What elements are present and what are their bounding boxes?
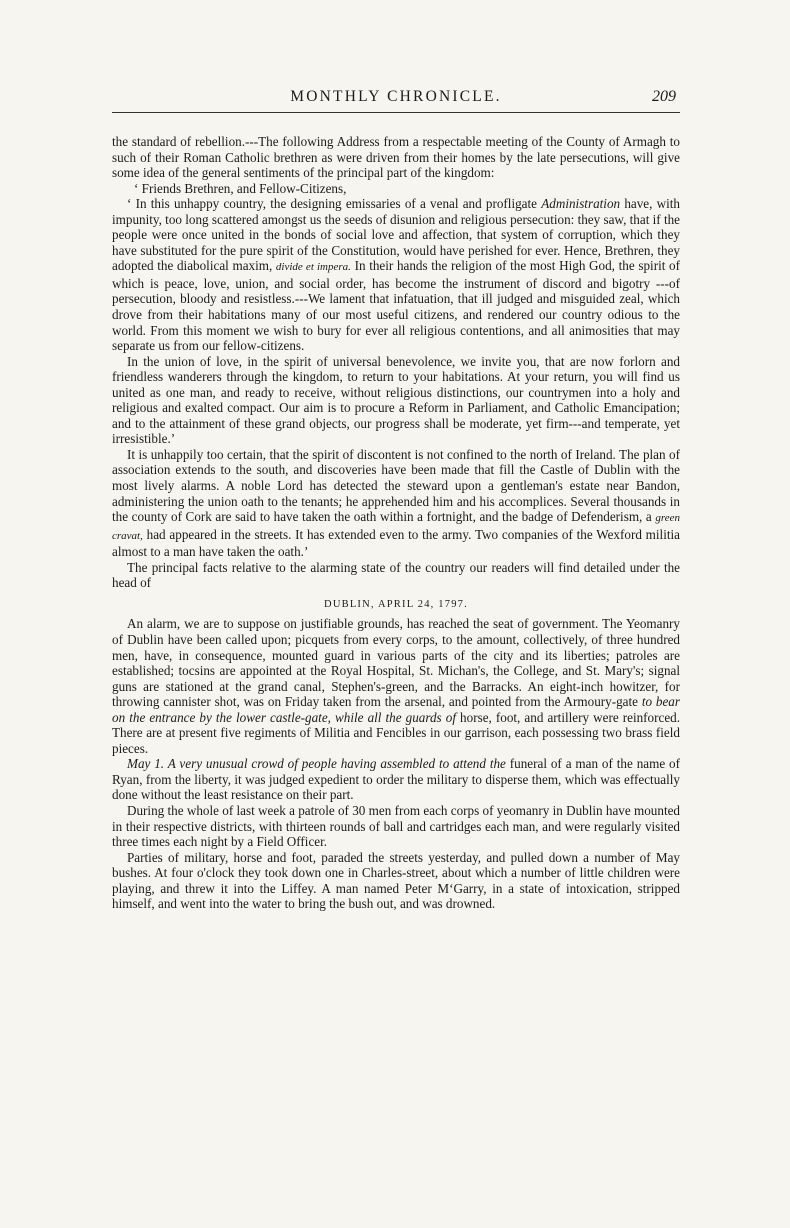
green-cravat-italic: green cravat,: [112, 512, 680, 542]
paragraph-7-start: An alarm, we are to suppose on justifiable grounds, has reached the seat of government. The Yeomanry of Dublin have been called upon; picquets from every corps, to the amount, collectively, of three hundred men, have, in consequence, mounted guard in various parts of the city and its liberties; patroles are established; tocsins are appointed at the Royal Hospital, St. Michan's, the College, and St. Mary's; signal guns are stationed at the grand canal, Stephen's-green, and the Barracks. An eight-inch howitzer, for throwing cannister shot, was on Friday taken from the arsenal, and pointed from the Armoury-gate: [112, 616, 680, 710]
paragraph-5-end: had appeared in the streets. It has extended even to the army. Two companies of the Wexford militia almost to a man have taken the oath.’: [112, 526, 680, 560]
paragraph-7-italic: to bear on the entrance by the lower castle-gate, while all the guards of: [112, 694, 680, 725]
paragraph-3-middle: have, with impunity, too long scattered amongst us the seeds of disunion and religious persecution: they saw, that if the people were once united in the bonds of social love and affection, that system of corruption, which they have substituted for the pure spirit of the Constitution, would have perished for ever. Hence, Brethren, they adopted the diabolical maxim,: [112, 196, 680, 274]
paragraph-7: [112, 616, 680, 756]
latin-maxim: divide et impera.: [275, 261, 351, 274]
paragraph-8-end: funeral of a man of the name of Ryan, from the liberty, it was judged expedient to order the military to disperse them, which was effectually done without the least resistance on their part.: [112, 756, 680, 803]
paragraph-5-start: It is unhappily too certain, that the spirit of discontent is not confined to the north of Ireland. The plan of association extends to the south, and discoveries have been made that fill the Castle of Dublin with the most lively alarms. A noble Lord has detected the steward upon a gentleman's estate near Bandon, administering the union oath to the tenants; he apprehended him and his accomplices. Several thousands in the county of Cork are said to have taken the oath within a fortnight, and the badge of Defenderism, a: [112, 446, 680, 525]
dateline: DUBLIN, APRIL 24, 1797.: [324, 598, 468, 610]
paragraph-7-end: horse, foot, and artillery were reinforced. There are at present five regiments of Militia and Fencibles in our garrison, each possessing two brass field pieces.: [112, 709, 681, 756]
paragraph-9: During the whole of last week a patrole of 30 men from each corps of yeomanry in Dublin have mounted in their respective districts, with thirteen rounds of ball and cartridges each man, and were regularly visited three times each night by a Field Officer.: [112, 802, 680, 850]
paragraph-6: The principal facts relative to the alarming state of the country our readers will find detailed under the head of: [112, 559, 680, 591]
page-number: 209: [652, 88, 676, 105]
paragraph-5: [112, 447, 680, 560]
header-rule: [112, 112, 680, 113]
paragraph-4: In the union of love, in the spirit of universal benevolence, we invite you, that are now forlorn and friendless wanderers through the kingdom, to return to your habitations. At your return, you will find us united as one man, and ready to receive, without religious distinctions, our countrymen into a holy and religious and exalted compact. Our aim is to procure a Reform in Parliament, and Catholic Emancipation; and to the attainment of these grand objects, our progress shall be moderate, yet firm---and temperate, yet irresistible.’: [112, 353, 680, 447]
paragraph-3: [112, 196, 680, 353]
paragraph-3-end: In their hands the religion of the most High God, the spirit of which is peace, love, union, and social order, has become the instrument of discord and bigotry ---of persecution, bloody and resistless.---We lament that infatuation, that ill judged and misguided zeal, which drove from their habitations many of our most useful citizens, and rendered our country odious to the world. From this moment we wish to bury for ever all religious contentions, and all animosities that may separate us from our fellow-citizens.: [112, 258, 680, 354]
paragraph-8-italic: May 1. A very unusual crowd of people having assembled to attend the: [127, 756, 506, 772]
paragraph-10: Parties of military, horse and foot, paraded the streets yesterday, and pulled down a number of May bushes. At four o'clock they took down one in Charles-street, about which a number of little children were playing, and threw it into the Liffey. A man named Peter M‘Garry, in a state of intoxication, stripped himself, and went into the water to bring the bush out, and was drowned.: [112, 849, 680, 912]
running-title: MONTHLY CHRONICLE.: [290, 88, 502, 105]
paragraph-8: [112, 756, 680, 803]
page-header: [112, 88, 680, 118]
paragraph-1: the standard of rebellion.---The following Address from a respectable meeting of the County of Armagh to such of their Roman Catholic brethren as were driven from their homes by the late persecutions, will give some idea of the general sentiments of the principal part of the kingdom:: [112, 134, 680, 181]
paragraph-3-start: ‘ In this unhappy country, the designing emissaries of a venal and profligate: [127, 196, 542, 212]
administration-word-italic: Administration: [541, 196, 621, 212]
article-body: [112, 134, 680, 912]
address-salutation: ‘ Friends Brethren, and Fellow-Citizens,: [134, 180, 347, 196]
